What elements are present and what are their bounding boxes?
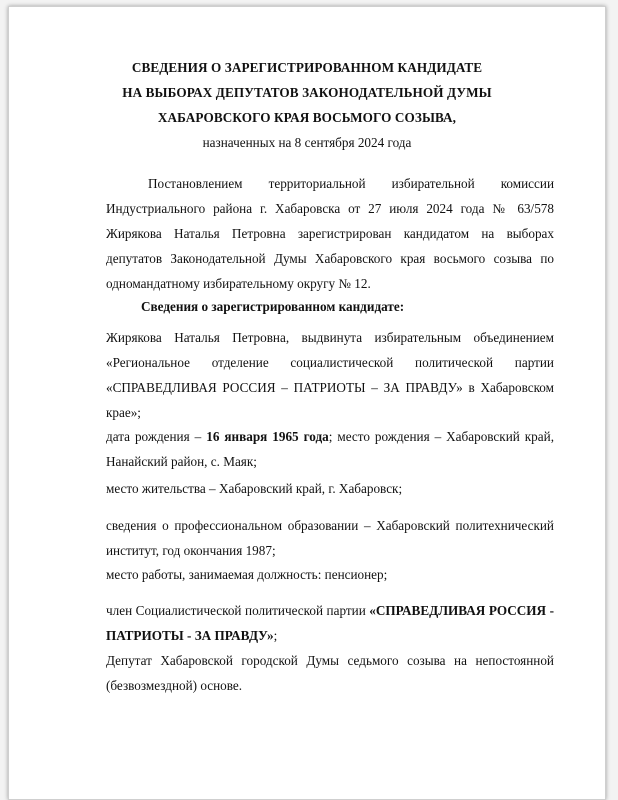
- residence-paragraph: место жительства – Хабаровский край, г. Хабаровск;: [106, 481, 403, 496]
- education-paragraph: сведения о профессиональном образовании – Хабаровский политехнический институт, год окончания 1987;: [106, 518, 554, 558]
- birth-date: 16 января 1965 года: [206, 429, 329, 444]
- membership-paragraph: [106, 598, 554, 648]
- document-page: [8, 6, 606, 800]
- section-title: Сведения о зарегистрированном кандидате:: [141, 299, 405, 314]
- deputy-paragraph: Депутат Хабаровской городской Думы седьмого созыва на непостоянной (безвозмездной) основе.: [106, 653, 554, 693]
- work-paragraph: место работы, занимаемая должность: пенсионер;: [106, 567, 388, 582]
- header-line-2: НА ВЫБОРАХ ДЕПУТАТОВ ЗАКОНОДАТЕЛЬНОЙ ДУМЫ: [122, 85, 492, 100]
- nomination-paragraph: Жирякова Наталья Петровна, выдвинута избирательным объединением «Региональное отделение социалистической политической партии «СПРАВЕДЛИВАЯ РОССИЯ – ПАТРИОТЫ – ЗА ПРАВДУ» в Хабаровском крае»;: [106, 330, 554, 420]
- header-line-3: ХАБАРОВСКОГО КРАЯ ВОСЬМОГО СОЗЫВА,: [157, 110, 457, 125]
- intro-paragraph: Постановлением территориальной избирательной комиссии Индустриального района г. Хабаровска от 27 июля 2024 года № 63/578 Жирякова Наталья Петровна зарегистрирован кандидатом на выборах депутатов Законодательной Думы Хабаровского края восьмого созыва по одномандатному избирательному округу № 12.: [106, 176, 554, 291]
- birth-paragraph: [106, 424, 554, 474]
- document-header: [9, 55, 605, 155]
- membership-prefix: член Социалистической политической партии: [106, 603, 370, 618]
- membership-suffix: ;: [273, 628, 278, 643]
- membership-party: «СПРАВЕДЛИВАЯ РОССИЯ - ПАТРИОТЫ - ЗА ПРАВДУ»: [106, 603, 554, 643]
- birth-rest: ; место рождения – Хабаровский край, Нанайский район, с. Маяк;: [106, 429, 554, 469]
- header-line-1: СВЕДЕНИЯ О ЗАРЕГИСТРИРОВАННОМ КАНДИДАТЕ: [131, 60, 483, 75]
- birth-prefix: дата рождения –: [106, 429, 207, 444]
- header-date-line: назначенных на 8 сентября 2024 года: [202, 135, 412, 150]
